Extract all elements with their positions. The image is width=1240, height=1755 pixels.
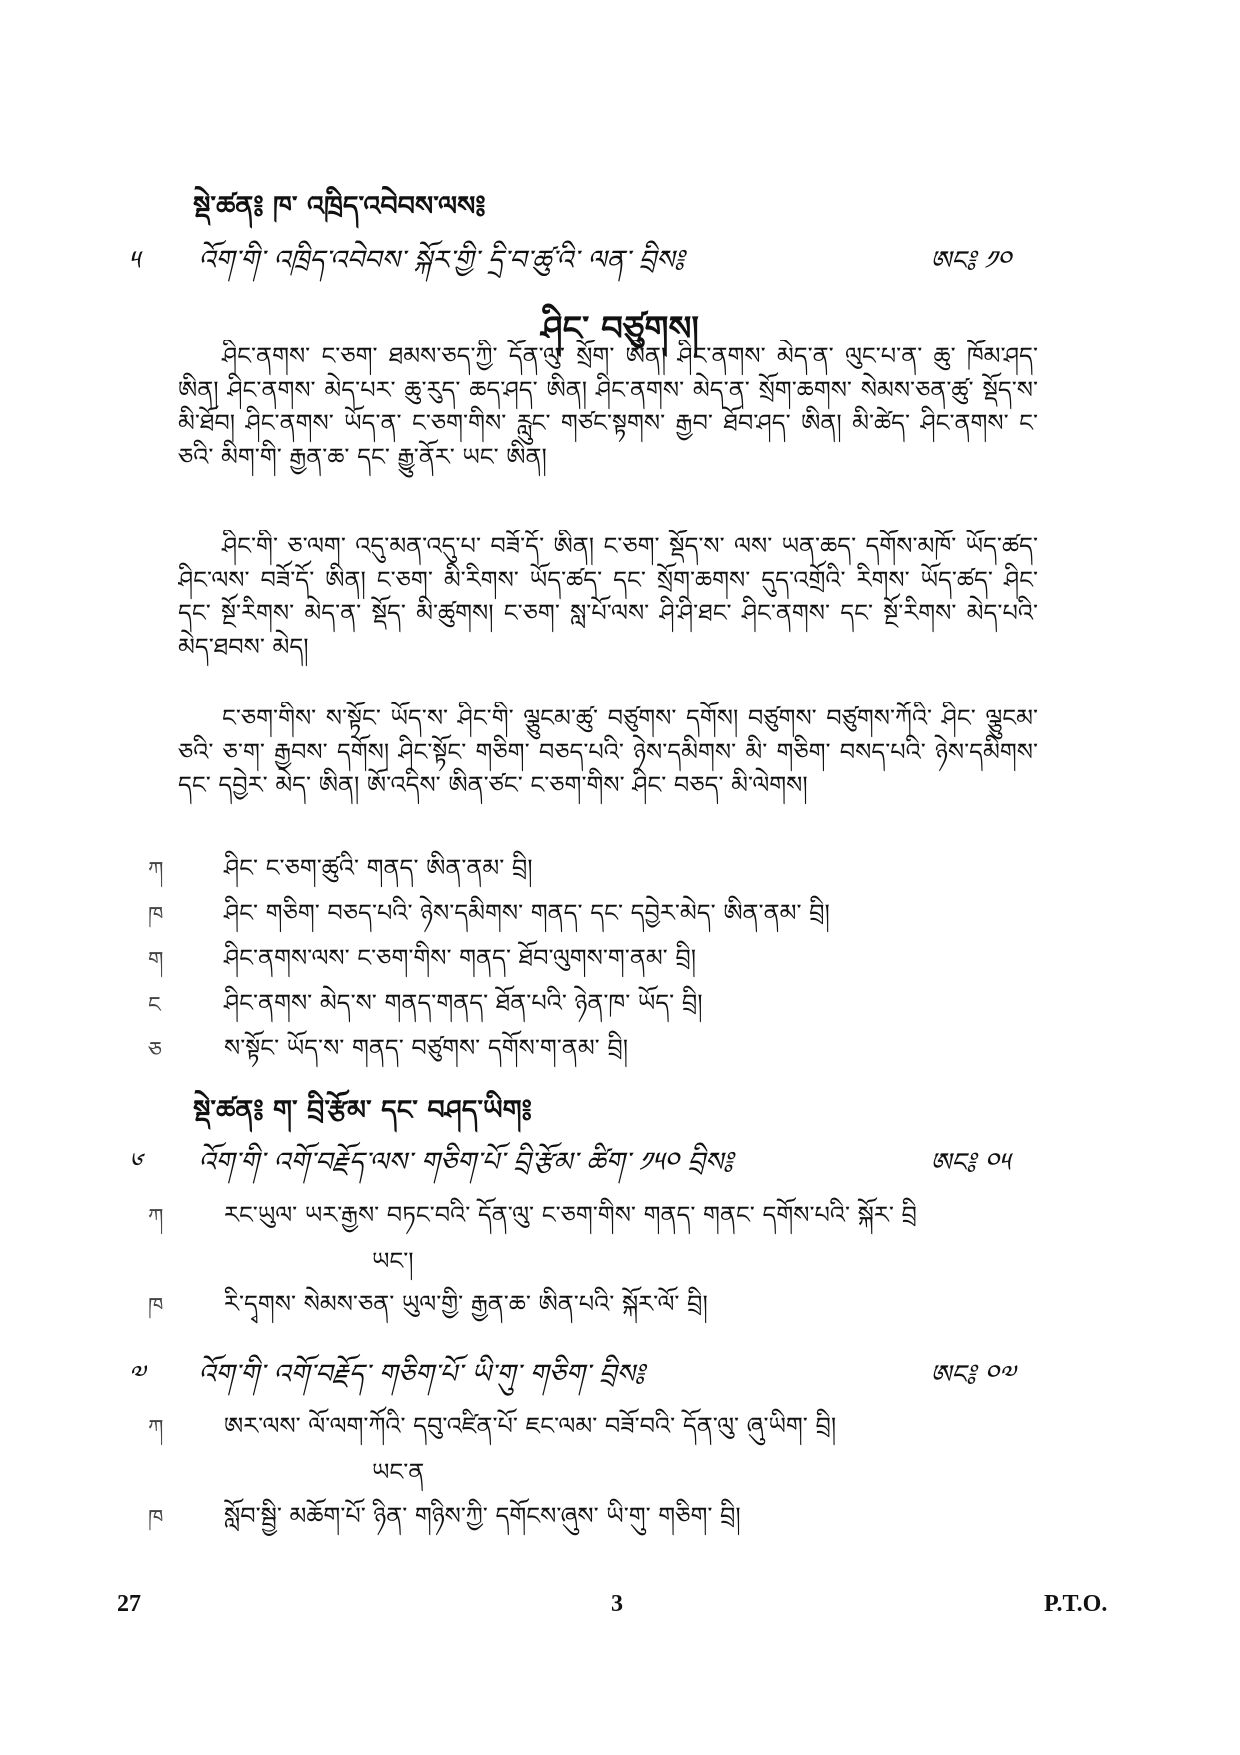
question-item: ཤིང་ གཅིག་ བཅད་པའི་ ཉེས་དམིགས་ གནད་ དང་ དབྱེར་མེད་ ཨིན་ནམ་ བྲི། bbox=[224, 899, 830, 927]
passage-paragraph: ཤིང་ནགས་ ང་ཅག་ ཐམས་ཅད་ཀྱི་ དོན་ལུ་ སྲོག་ ཨིན། ཤིང་ནགས་ མེད་ན་ ལུང་པ་ན་ ཆུ་ ཁོམ་ཤད་ ཨིན། ཤིང་ནགས་ མེད་པར་ ཆུ་རུད་ ཆད་ཤད་ ཨིན། ཤིང་ནགས་ མེད་ན་ སྲོག་ཆགས་ སེམས་ཅན་ཚུ་ སྡོད་ས་ མི་ཐོབ། ཤིང་ནགས་ ཡོད་ན་ ང་ཅག་གིས་ རླུང་ གཙང་སྟགས་ རྒྱབ་ ཐོབ་ཤད་ ཨིན། མི་ཚེད་ ཤིང་ནགས་ ང་ཅའི་ མིག་གི་ རྒྱན་ཆ་ དང་ རྒྱུ་ནོར་ ཡང་ ཨིན། bbox=[178, 342, 1038, 471]
item-label: ཁ bbox=[148, 1294, 164, 1319]
question-item: སློབ་སྦྱི་ མཆོག་པོ་ ཉིན་ གཉིས་ཀྱི་ དགོངས་ཞུས་ ཡི་གུ་ གཅིག་ བྲི། bbox=[224, 1502, 741, 1530]
item-label: ང bbox=[148, 993, 161, 1018]
question-7-marks: ཨང༔ ༠༧ bbox=[930, 1360, 1015, 1390]
question-6-text: འོག་གི་ འགོ་བརྗོད་ལས་ གཅིག་པོ་ བྲི་རྩོམ་ ཚིག་ ༡༥༠ བྲིས༔ bbox=[198, 1147, 733, 1178]
question-item: ཤིང་ནགས་ མེད་ས་ གནད་གནད་ ཐོན་པའི་ ཉེན་ཁ་ ཡོད་ བྲི། bbox=[224, 989, 703, 1017]
question-item: ས་སྟོང་ ཡོད་ས་ གནད་ བཙུགས་ དགོས་ག་ནམ་ བྲི། bbox=[224, 1034, 629, 1062]
page-number: 3 bbox=[611, 1591, 623, 1617]
or-connector: ཡང་ན bbox=[372, 1458, 425, 1486]
section-heading-2: སྡེ་ཚན༔ ག་ བྲི་རྩོམ་ དང་ བཤད་ཡིག༔ bbox=[193, 1095, 532, 1126]
item-label: ཅ bbox=[148, 1038, 162, 1063]
question-7-text: འོག་གི་ འགོ་བརྗོད་ གཅིག་པོ་ ཡི་གུ་ གཅིག་ བྲིས༔ bbox=[198, 1359, 645, 1390]
pto-label: P.T.O. bbox=[1044, 1591, 1108, 1617]
item-label: ཀ bbox=[148, 1205, 164, 1230]
question-item: རི་དྭགས་ སེམས་ཅན་ ཡུལ་གྱི་ རྒྱན་ཆ་ ཨིན་པའི་ སྐོར་ལོ་ བྲི། bbox=[224, 1290, 708, 1318]
item-label: ཀ bbox=[148, 1416, 164, 1441]
item-label: ཀ bbox=[148, 858, 164, 883]
question-5-text: འོག་གི་ འཁྲིད་འབེབས་ སྐོར་གྱི་ དྲི་བ་ཚུ་འི་ ལན་ བྲིས༔ bbox=[198, 245, 685, 276]
question-item: ཤིང་ནགས་ལས་ ང་ཅག་གིས་ གནད་ ཐོབ་ལུགས་ག་ནམ་ བྲི། bbox=[224, 944, 697, 972]
section-heading-1: སྡེ་ཚན༔ ཁ་ འཁྲིད་འབེབས་ལས༔ bbox=[193, 191, 486, 222]
question-number-6: ༦ bbox=[128, 1148, 142, 1178]
passage-paragraph: ཤིང་གི་ ཅ་ལག་ འདུ་མན་འདུ་པ་ བཟོ་དོ་ ཨིན། ང་ཅག་ སྡོད་ས་ ལས་ ཡན་ཆད་ དགོས་མཁོ་ ཡོད་ཚད་ ཤིང་ལས་ བཟོ་དོ་ ཨིན། ང་ཅག་ མི་རིགས་ ཡོད་ཚད་ དང་ སྲོག་ཆགས་ དུད་འགྲོའི་ རིགས་ ཡོད་ཚད་ ཤིང་ དང་ སྔོ་རིགས་ མེད་ན་ སྡོད་ མི་ཚུགས། ང་ཅག་ སླ་པོ་ལས་ ཤི་ཤི་ཐང་ ཤིང་ནགས་ དང་ སྔོ་རིགས་ མེད་པའི་ མེད་ཐབས་ མེད། bbox=[178, 532, 1038, 661]
question-item: ཤིང་ ང་ཅག་ཚུའི་ གནད་ ཨིན་ནམ་ བྲི། bbox=[224, 854, 533, 882]
item-label: ཁ bbox=[148, 903, 164, 928]
passage-paragraph: ང་ཅག་གིས་ ས་སྟོང་ ཡོད་ས་ ཤིང་གི་ ལྕུངམ་ཚུ་ བཙུགས་ དགོས། བཙུགས་ བཙུགས་ཀོའི་ ཤིང་ ལྕུངམ་ཅའི་ ཅ་ག་ རྒྱབས་ དགོས། ཤིང་སྟོང་ གཅིག་ བཅད་པའི་ ཉེས་དམིགས་ མི་ གཅིག་ བསད་པའི་ ཉེས་དམིགས་ དང་ དབྱེར་ མེད་ ཨིན། ཨོ་འདིས་ ཨིན་ཙང་ ང་ཅག་གིས་ ཤིང་ བཅད་ མི་ལེགས། bbox=[178, 704, 1038, 799]
question-item: ཨར་ལས་ ལོ་ལག་ཀོའི་ དབུ་འཛིན་པོ་ ཇང་ལམ་ བཟོ་བའི་ དོན་ལུ་ ཞུ་ཡིག་ བྲི། bbox=[224, 1412, 837, 1440]
item-label: ག bbox=[148, 948, 164, 973]
or-connector: ཡང་། bbox=[372, 1247, 414, 1275]
question-5-marks: ཨང༔ ༡༠ bbox=[930, 246, 1011, 276]
item-label: ཁ bbox=[148, 1506, 164, 1531]
question-item: རང་ཡུལ་ ཡར་རྒྱས་ བཏང་བའི་ དོན་ལུ་ ང་ཅག་གིས་ གནད་ གནང་ དགོས་པའི་ སྐོར་ བྲི bbox=[224, 1201, 917, 1229]
footer-code: 27 bbox=[117, 1591, 141, 1617]
passage-title: ཤིང་ བཙུགས། bbox=[541, 309, 699, 349]
question-number-7: ༧ bbox=[128, 1360, 145, 1390]
question-6-marks: ཨང༔ ༠༥ bbox=[930, 1148, 1010, 1178]
question-number-5: ༥ bbox=[128, 246, 140, 276]
